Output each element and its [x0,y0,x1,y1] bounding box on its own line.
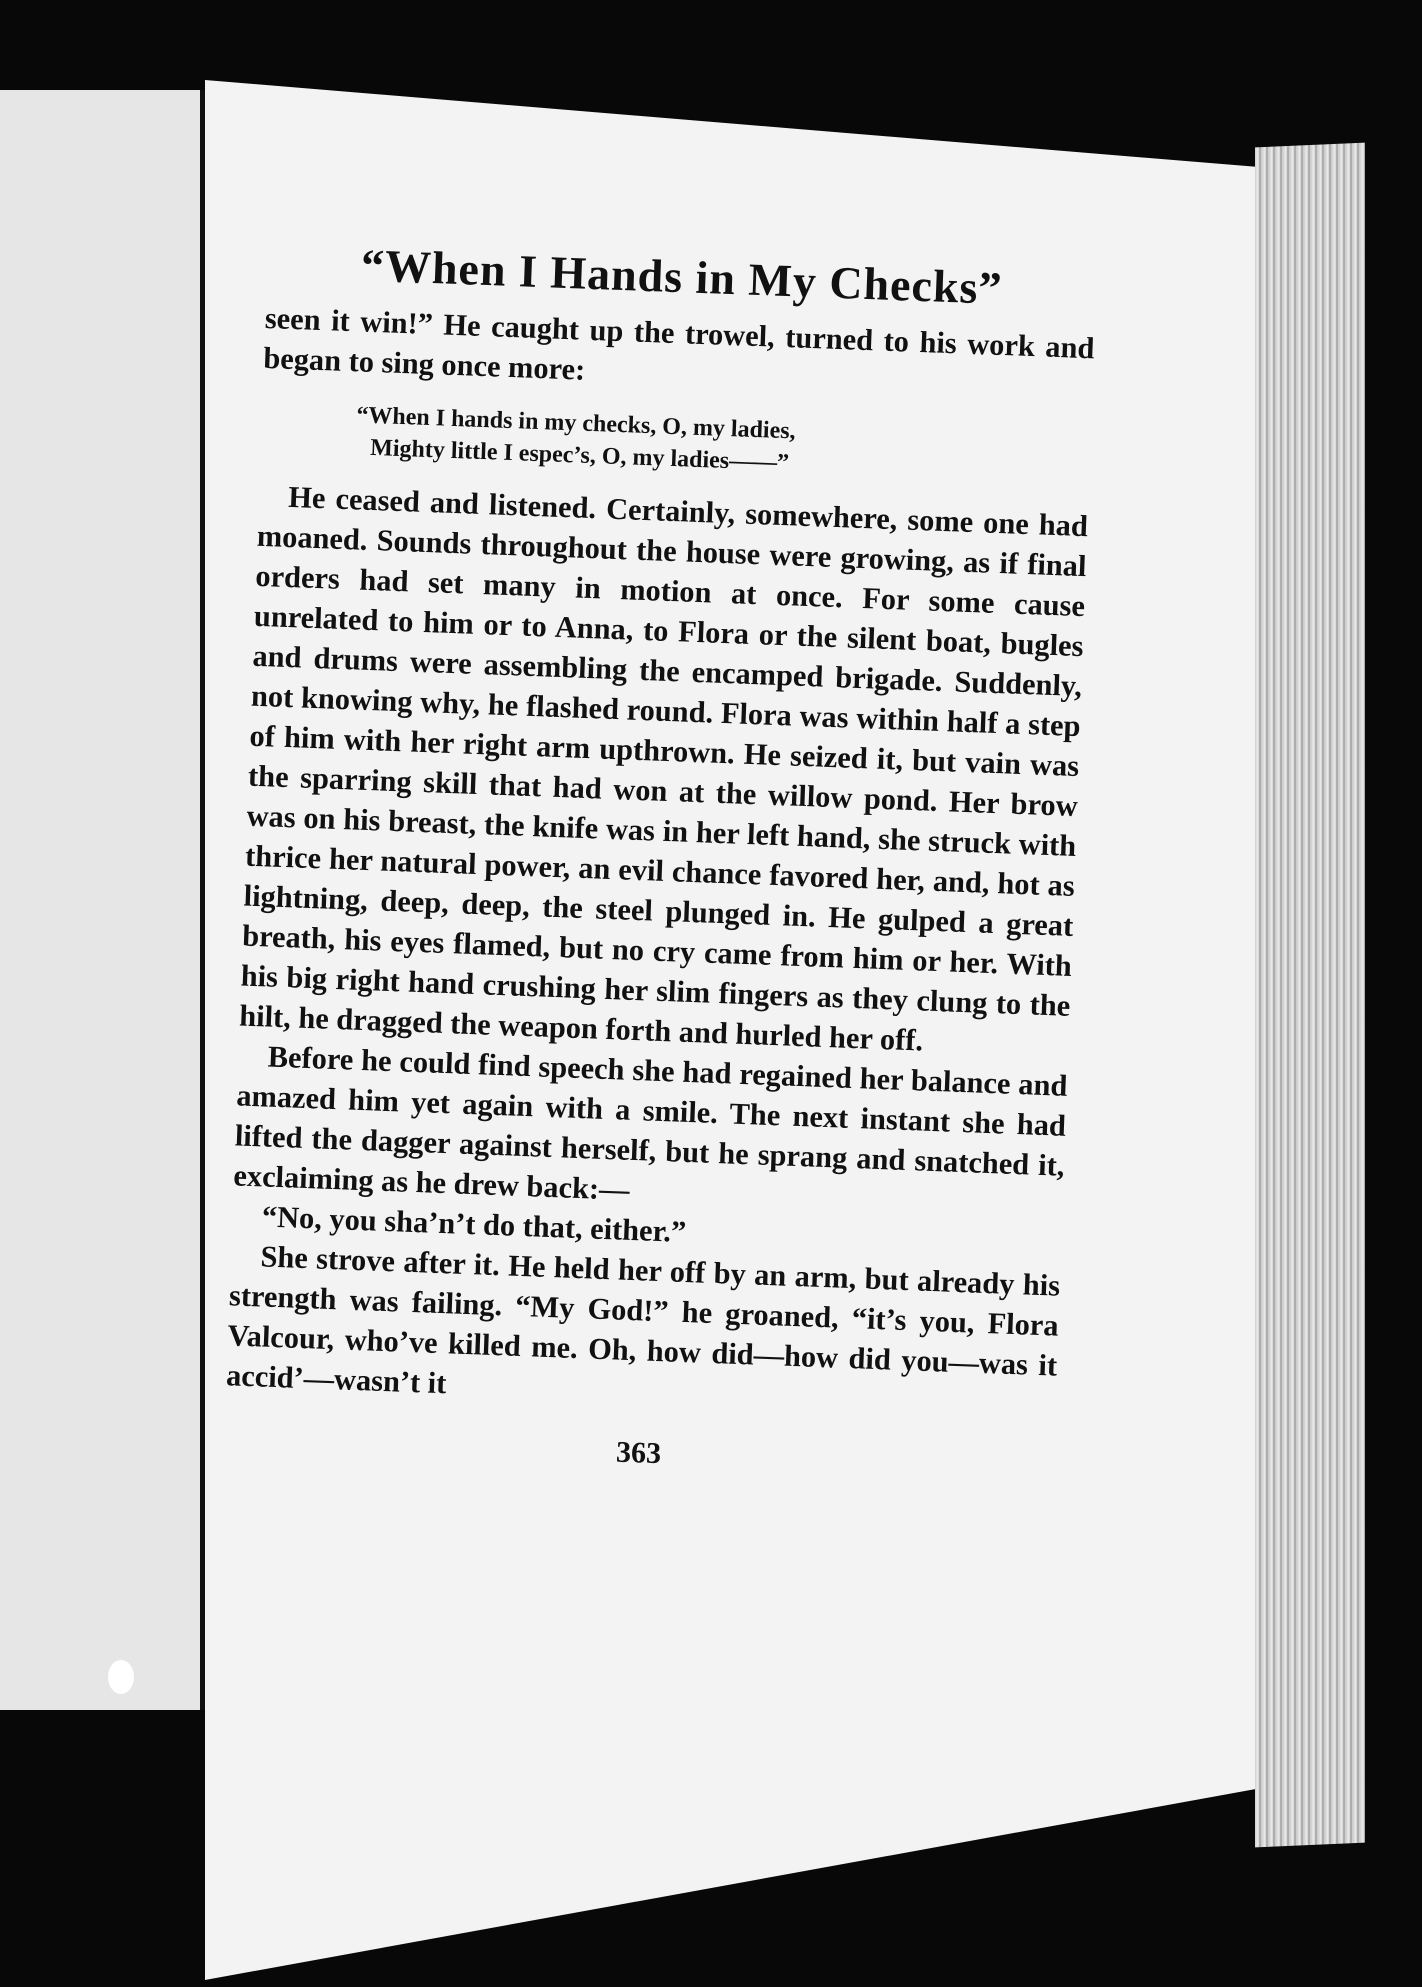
paragraph: He ceased and listened. Certainly, somewhere, some one had moaned. Sounds throughout the house were growing, as if final orders had set many in motion at once. For some cause unrelated to him or to Anna, to Flora or the silent boat, bugles and drums were assembling the encamped brigade. Suddenly, not knowing why, he flashed round. Flora was within half a step of him with her right arm upthrown. He seized it, but vain was the sparring skill that had won at the willow pond. Her brow was on his breast, the knife was in her left hand, she struck with thrice her natural power, an evil chance favored her, and, hot as lightning, deep, deep, the steel plunged in. He gulped a great breath, his eyes flamed, but no cry came from him or her. With his big right hand crushing her slim fingers as they clung to the hilt, he dragged the weapon forth and hurled her off. [238,479,1089,1058]
page-content [211,235,1098,1824]
paragraph: “No, you sha’n’t do that, either.” [261,1199,687,1249]
verse-quote [260,396,1092,490]
page-edges [1255,143,1365,1848]
white-speck [108,1660,134,1694]
verse-line: Mighty little I espec’s, O, my ladies——” [369,434,790,477]
body-text [225,298,1095,1426]
paragraph-opening: seen it win!” He caught up the trowel, turned to his work and began to sing once more: [262,300,1096,387]
page-number: 363 [615,1435,662,1471]
verse-line: “When I hands in my checks, O, my ladies, [355,402,797,445]
left-page [0,90,214,1710]
running-head: “When I Hands in My Checks” [360,239,1004,314]
paragraph: She strove after it. He held her off by an arm, but already his strength was failing. “My God!” he groaned, “it’s you, Flora Valcour, who’ve killed me. Oh, how did—how did you—was it accid’—wasn’t it [225,1239,1061,1401]
paragraph: Before he could find speech she had regained her balance and amazed him yet again with a smile. The next instant she had lifted the dagger against herself, but he sprang and snatched it, exclaiming as he drew back:— [232,1039,1068,1207]
